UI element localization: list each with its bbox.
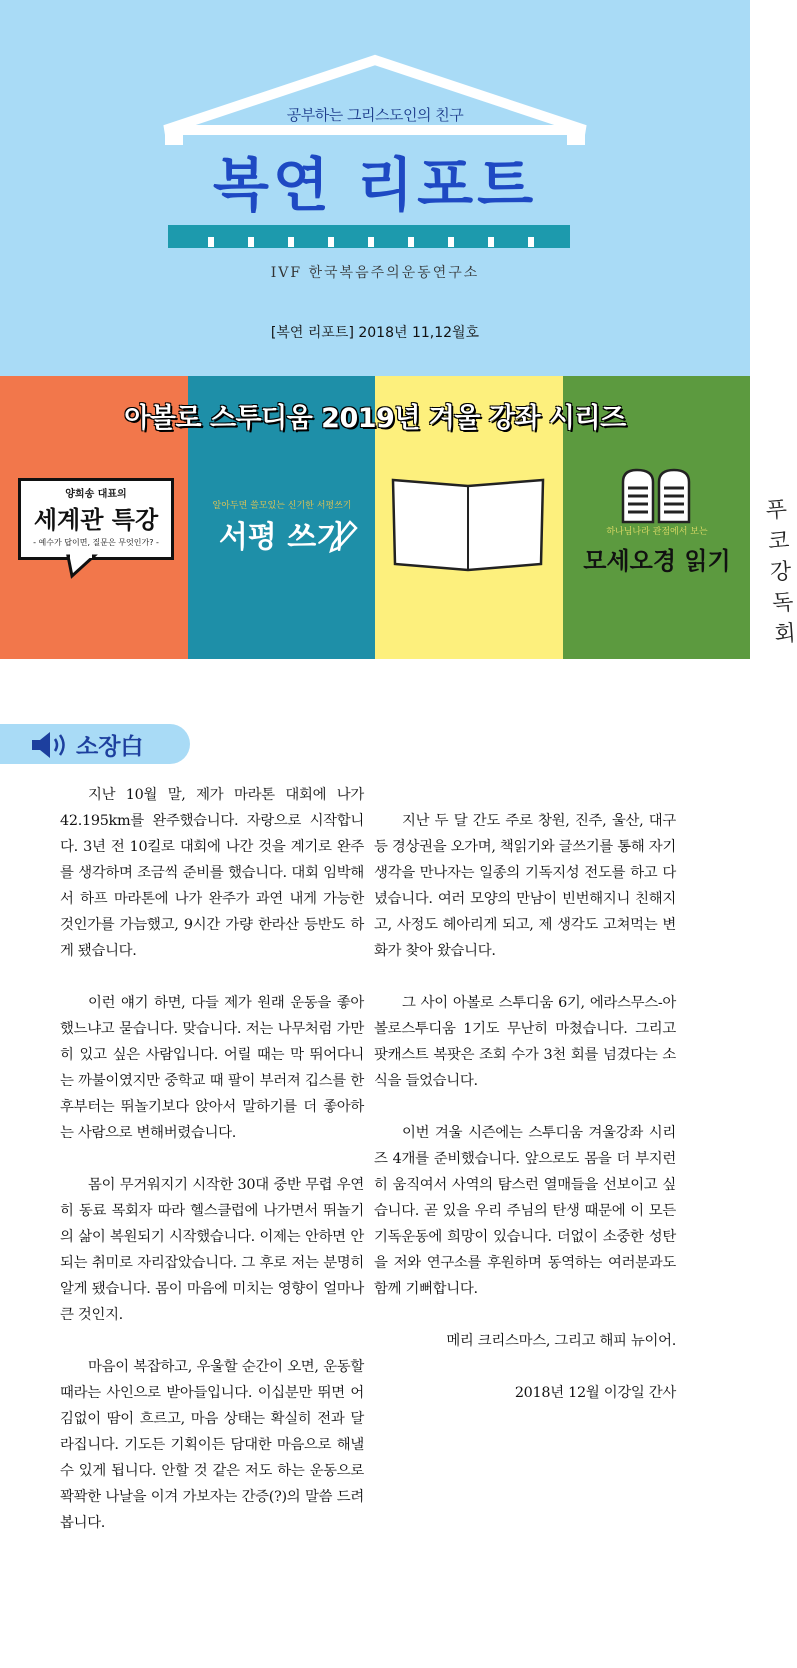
panel-subtitle: 알아두면 쓸모있는 신기한 서평쓰기 [212, 501, 352, 511]
signature-line: 2018년 12월 이강일 간사 [514, 1385, 676, 1401]
header [0, 0, 750, 376]
paragraph: 그 사이 아볼로 스투디움 6기, 에라스무스-아볼로스투디움 1기도 무난히 마쳤습니다. 그리고 팟캐스트 복팟은 조회 수가 3천 회를 넘겼다는 소식을 들었습니다. [374, 995, 676, 1089]
page-title: 복연 리포트 [212, 151, 538, 219]
section-title: 소장白 [76, 734, 144, 760]
panel-subtitle: 하나님나라 관점에서 보는 [606, 527, 708, 537]
speaker-icon [30, 730, 70, 760]
open-book-icon [383, 472, 553, 572]
worldview-speech-bubble [18, 478, 174, 560]
panel-label: 서평 쓰기 [218, 520, 346, 555]
closing-greeting: 메리 크리스마스, 그리고 해피 뉴이어. [446, 1333, 676, 1349]
series-title: 아볼로 스투디움 2019년 겨울 강좌 시리즈 [124, 403, 626, 434]
organization-name: IVF 한국복음주의운동연구소 [270, 265, 480, 281]
panel-note: - 예수가 답이면, 질문은 무엇인가? - [33, 538, 159, 547]
pen-icon [328, 520, 358, 556]
tagline: 공부하는 그리스도인의 친구 [286, 106, 464, 124]
speech-tail-icon [66, 556, 96, 578]
stone-tablets-icon [619, 468, 695, 524]
paragraph: 이번 겨울 시즌에는 스투디움 겨울강좌 시리즈 4개를 준비했습니다. 앞으로도 몸을 더 부지런히 움직여서 사역의 탐스런 열매들을 선보이고 싶습니다. 곧 있을 우리 주님의 탄생 때문에 이 모든 기독운동에 희망이 있습니다. 더없이 소중한 성탄을 저와 연구소를 후원하며 동역하는 여러분과도 함께 기뻐합니다. [374, 1125, 676, 1297]
paragraph: 마음이 복잡하고, 우울할 순간이 오면, 운동할 때라는 사인으로 받아들입니다. 이십분만 뛰면 어김없이 땀이 흐르고, 마음 상태는 확실히 전과 달라집니다. 기도든 기획이든 담대한 마음으로 해낼 수 있게 됩니다. 안할 것 같은 저도 하는 운동으로 꽉꽉한 나날을 이겨 가보자는 간증(?)의 말씀 드려봅니다. [60, 1359, 364, 1531]
issue-label: [복연 리포트] 2018년 11,12월호 [270, 325, 480, 341]
panel-label: 세계관 특강 [33, 506, 159, 534]
paragraph: 지난 두 달 간도 주로 창원, 진주, 울산, 대구 등 경상권을 오가며, 책읽기와 글쓰기를 통해 자기 생각을 만나자는 일종의 기독지성 전도를 하고 다녔습니다. 여러 모양의 만남이 빈번해지니 친해지고, 사정도 헤아리게 되고, 제 생각도 고쳐먹는 변화가 찾아 왔습니다. [374, 813, 676, 959]
paragraph: 몸이 무거워지기 시작한 30대 중반 무렵 우연히 동료 목회자 따라 헬스클럽에 나가면서 뛰놀기의 삶이 복원되기 시작했습니다. 이제는 안하면 안되는 취미로 자리잡았습니다. 그 후로 저는 분명히 알게 됐습니다. 몸이 마음에 미치는 영향이 얼마나 큰 것인지. [60, 1177, 364, 1323]
pillar-strip [168, 232, 570, 250]
panel-label: 푸코 강독회 [764, 497, 797, 648]
article-right-column [366, 808, 676, 1432]
series-banner [0, 376, 797, 659]
article-left-column [60, 782, 364, 1562]
paragraph: 이런 얘기 하면, 다들 제가 원래 운동을 좋아했느냐고 묻습니다. 맞습니다. 저는 나무처럼 가만히 있고 싶은 사람입니다. 어릴 때는 막 뛰어다니는 까불이였지만 중학교 때 팔이 부러져 깁스를 한 후부터는 뛰놀기보다 앉아서 말하기를 더 좋아하는 사람으로 변해버렸습니다. [60, 995, 364, 1141]
panel-label: 모세오경 읽기 [583, 547, 731, 575]
panel-subtitle: 양희송 대표의 [65, 489, 127, 500]
paragraph: 지난 10월 말, 제가 마라톤 대회에 나가 42.195km를 완주했습니다. 자랑으로 시작합니다. 3년 전 10킬로 대회에 나간 것을 계기로 완주를 생각하며 조금씩 준비를 했습니다. 대회 임박해서 하프 마라톤에 나가 완주가 과연 내게 가능한 것인가를 가늠했고, 9시간 가량 한라산 등반도 하게 됐습니다. [60, 787, 364, 959]
